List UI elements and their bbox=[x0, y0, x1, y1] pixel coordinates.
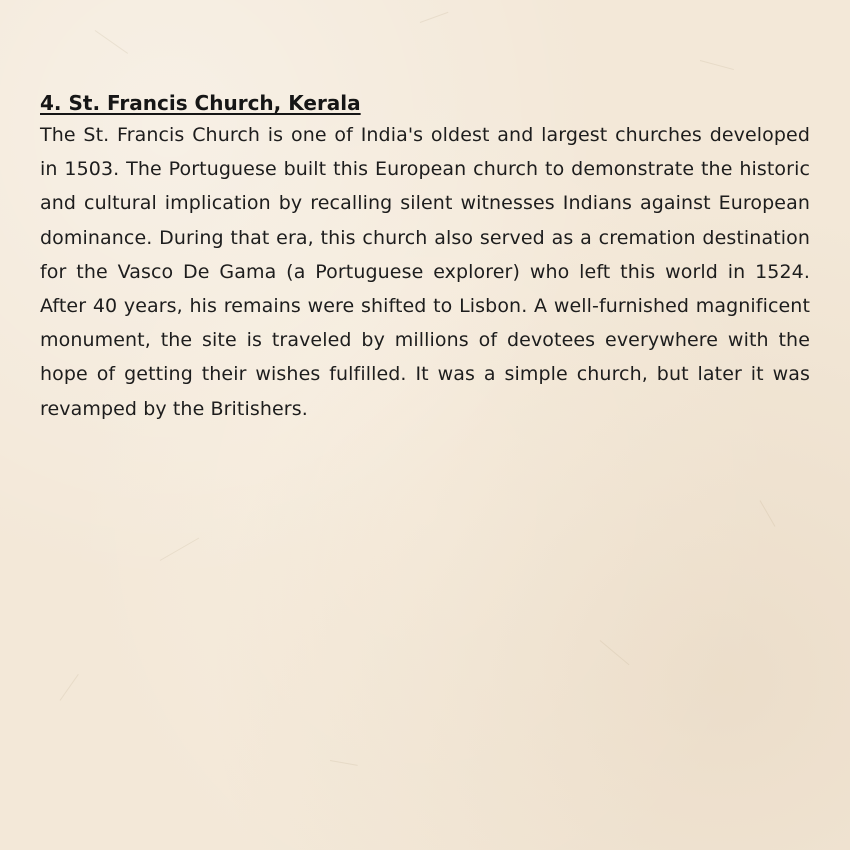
paper-fiber-decoration bbox=[600, 640, 630, 665]
paper-fiber-decoration bbox=[700, 60, 734, 70]
article-heading: 4. St. Francis Church, Kerala bbox=[40, 91, 361, 115]
paper-fiber-decoration bbox=[420, 12, 449, 23]
paper-fiber-decoration bbox=[160, 538, 199, 561]
paper-fiber-decoration bbox=[60, 674, 79, 701]
article bbox=[40, 88, 810, 426]
paper-fiber-decoration bbox=[330, 760, 358, 766]
paper-fiber-decoration bbox=[95, 30, 128, 54]
article-body: The St. Francis Church is one of India's oldest and largest churches developed in 1503. The Portuguese built this European church to demonstrate the historic and cultural implication by recalling silent witnesses Indians against European dominance. During that era, this church also served as a cremation destination for the Vasco De Gama (a Portuguese explorer) who left this world in 1524. After 40 years, his remains were shifted to Lisbon. A well-furnished magnificent monument, the site is traveled by millions of devotees everywhere with the hope of getting their wishes fulfilled. It was a simple church, but later it was revamped by the Britishers. bbox=[40, 124, 810, 420]
paper-fiber-decoration bbox=[760, 500, 776, 526]
